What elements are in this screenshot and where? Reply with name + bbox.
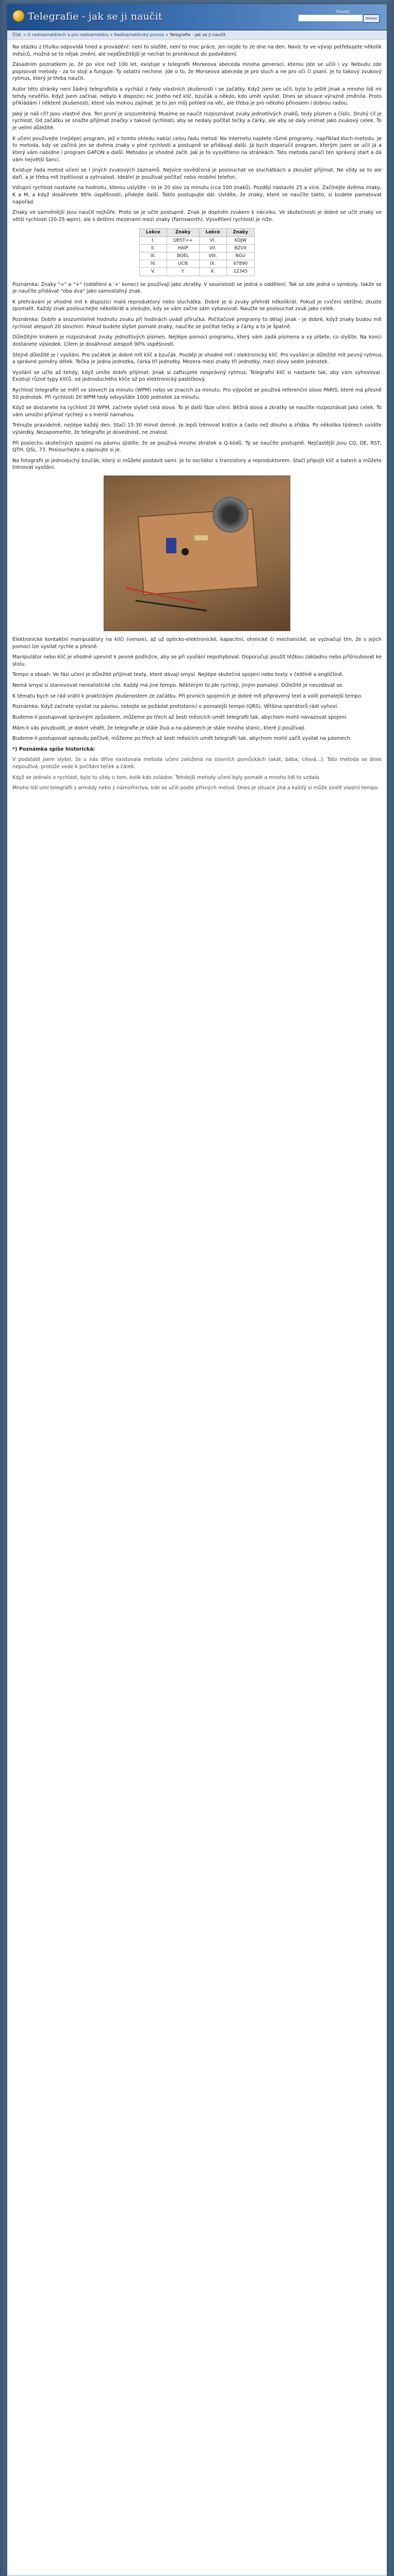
paragraph: Když se jednalo o rychlost, bylo to vždy o tom, kolik kdo zvládne. Tehdejší metody učení byly pomalé a mnoho lidí to vzdalo. [12, 774, 321, 781]
paragraph: Důležitým krokem je rozpoznávat zvuky jednotlivých písmen. Nejlépe pomocí programu, který vám zadá písmena a vy píšete, co slyšíte. Na konci dostanete výsledek. Cílem je dosáhnout alespoň 90% úspěšnosti. [12, 334, 382, 347]
paragraph: Elektronické kontaktní manipulátory na klíči (vensie), až už opticko-elektronické, kapacitní, ohmické či mechanické, se vyznačují tím, že s jejich pomocí lze vysílat rychle a přesně. [12, 637, 382, 650]
paragraph: Tempo a obsah: Ve fázi učení je důležité přijímat texty, které dávají smysl. Nejlépe skutečná spojení nebo texty v češtině a angličtině. [12, 672, 344, 678]
paragraph: Mám-li vás povzbudit, je dobré vědět, že telegrafie je stále živá a na pásmech je stále mnoho stanic, které ji používají. [12, 725, 306, 731]
table-cell: 67890 [226, 260, 254, 268]
table-row [139, 252, 254, 260]
component-image [166, 538, 176, 553]
paragraph: Poznámka: Když začnete vysílat na pásmu, nebojte se požádat protistanici o pomalejší tempo (QRS). Většina operátorů rádi vyhoví. [12, 704, 339, 710]
table-row [139, 236, 254, 244]
table-cell: II. [139, 244, 167, 252]
table-cell: VI. [199, 236, 226, 244]
table-cell: UCN [167, 260, 199, 268]
paragraph: Trénujte pravidelně, nejlépe každý den. Stačí 15-30 minut denně. Je lepší trénovat krátce a často než dlouho a zřídka. Po několika týdnech uvidíte výsledky. Nezapomeňte, že telegrafie je dovednost, ne znalost. [12, 422, 382, 435]
component-image [182, 548, 189, 555]
table-cell: X. [199, 268, 226, 276]
table-cell: IX. [199, 260, 226, 268]
article-content [7, 40, 387, 792]
paragraph: Vstupní rychlost nastavte na hodnotu, kterou uslyšíte - to je 20 slov za minutu (cca 100 znaků). Později nastavte 25 a více. Začínejte dvěma znaky, K a M, a když dosáhnete 90% úspěšnosti, přidejte další. Takto postupujte dál. Uvidíte, že znaky, které se naučíte takto, si budete pamatovat napořád. [12, 185, 382, 205]
table-cell: NGU [226, 252, 254, 260]
table-cell: I. [139, 236, 167, 244]
table-header: Znaky [167, 229, 199, 236]
table-row [139, 244, 254, 252]
table-cell: QRST=+ [167, 236, 199, 244]
component-image [194, 535, 208, 540]
paragraph: K tématu bych se rád vrátil k praktickým zkušenostem ze začátku. Při prvních spojeních je dobré mít připravený text a volit pomalejší tempo. [12, 693, 363, 699]
paragraph: Vysílání se učte až tehdy, když umíte dobře přijímat. Jinak si zafixujete nesprávný rytmus. Telegrafní klíč si nastavte tak, aby vám vyhovoval. Existují různé typy klíčů, od jednoduchého klíče až po elektronický pastičkový. [12, 369, 382, 383]
section-heading: *) Poznámka spíše historická: [12, 746, 95, 752]
paragraph: Poznámka: Dobře a srozumitelně hodnotu zvuku při hodinách uvádí příručka. Počítačové programy to dělají jinak - je dobré, když znaky budou mít rychlost alespoň 20 slov/min. Pokud budete slyšet pomalé znaky, naučíte se počítat tečky a čárky a to je špatně. [12, 317, 382, 330]
paragraph: Existuje řada metod učení se i jiných zvukových záznamů. Nejvíce osvědčená je poslouchat ve sluchátkách a zkoušet přijímat. Ne vždy se to ale daří, a je třeba mít trpělivost a vytrvalost. Ideální je používat počítač nebo mobilní telefon. [12, 167, 382, 180]
table-row [139, 268, 254, 276]
search-input[interactable] [298, 14, 363, 22]
breadcrumb [7, 30, 387, 40]
paragraph: Jaký je náš cíl? Jsou vlastně dva. Ten první je srozumitelný. Musíme se naučit rozpoznávat zvuky jednotlivých znaků, tedy písmen a číslic. Druhý cíl je rychlost. Od začátku se snažte přijímat značky v takové rychlosti, aby se nedaly počítat tečky a čárky, ale aby se daly vnímat jako zvukový celek. To je velmi důležité. [12, 111, 382, 131]
table-cell: VII. [199, 244, 226, 252]
site-header [7, 4, 387, 30]
table-cell: KDJW [226, 236, 254, 244]
lesson-table [139, 228, 255, 276]
paragraph: V podstatě jsem slyšel, že u nás dříve existovala metoda učení založená na slovních pomůckách (akát, bába, cílová...). Tato metoda se dnes nepoužívá, protože vede k počítání teček a čárek. [12, 757, 382, 770]
table-cell: IV. [139, 260, 167, 268]
buzzer-photo [104, 476, 290, 631]
table-header: Znaky [226, 229, 254, 236]
table-header-row [139, 229, 254, 236]
paragraph: K učení používejte (nejlépe) program, jež v tomto ohledu nabízí celou řadu metod. Na internetu najdete různé programy, například Koch-metodu. Je to metoda, kdy se začíná jen se dvěma znaky v plné rychlosti a postupně se přidávají další. Já bych doporučil program, kterým jsem se učil já a který vám nabídne i program G4FON a další. Metodou je vhodné začít. Jak je to vysvětleno na stránkách. Tato metoda zaručí ten správný start a dá vám největší šanci. [12, 135, 382, 163]
paragraph: Manipulátor nebo klíč je vhodné upevnit k pevné podložce, aby se při vysílání nepohyboval. Doporučuji použít těžkou základnu nebo přišroubovat ke stolu. [12, 654, 382, 667]
table-cell: HAIP [167, 244, 199, 252]
wire-image [135, 600, 207, 611]
speaker-image [212, 497, 249, 533]
site-logo[interactable] [12, 10, 25, 22]
lesson-table-wrapper [12, 228, 382, 276]
paragraph: Při poslechu skutečných spojení na pásmu zjistíte, že se používá mnoho zkratek a Q-kódů. Ty se naučíte postupně. Nejčastější jsou CQ, DE, RST, QTH, QSL, 73. Poslouchejte a zapisujte si je. [12, 440, 382, 453]
paragraph: Mnoho lidí umí telegrafii z armády nebo z námořnictva, kde se učili podle přísných metod. Dnes je situace jiná a každý si může zvolit vlastní tempo. [12, 785, 379, 791]
table-header: Lekce [199, 229, 226, 236]
table-row [139, 260, 254, 268]
paragraph: Když se dostanete na rychlost 20 WPM, začnete slyšet celá slova. To je další fáze učení. Běžná slova a zkratky se naučíte rozpoznávat jako celek. To vám umožní přijímat rychleji a s menší námahou. [12, 405, 382, 418]
table-cell: Y. [167, 268, 199, 276]
breadcrumb-current: Telegrafie - jak se ji naučit [169, 32, 226, 37]
breadcrumb-sep-icon: » [166, 32, 170, 37]
paragraph: Znaky ve samotnější jsou naučit nejhůře. Proto se je učte postupně. Znak je doplněn zvukem k nácviku. Ve skutečnosti je dobré se učit znaky ve větší rychlosti (20-25 wpm), ale s delšími mezerami mezi znaky (Farnsworth). Vysvětlení rychlostí je níže. [12, 210, 382, 223]
page [7, 4, 387, 2576]
paragraph: Zásadním poznatkem je, že po více než 100 let, existuje v telegrafii Morseova abeceda mnoha generací, kterou jste se učili i vy. Nebudu zde popisovat metody - za to stojí a funguje. Ty ostatní nechme. Jde o to, že Morseova abeceda je pro sluch a ne pro oči či psaní. Je to takový zvukový rytmus, který je třeba naučit. [12, 62, 382, 82]
paragraph: Stejně důležité je i vysílání. Pro začátek je dobré mít klíč a bzučák. Později je vhodné mít i elektronický klíč. Pro vysílání je důležité mít pevný rytmus a správné poměry délek. Tečka je jedna jednotka, čárka tři jednotky. Mezera mezi znaky tři jednotky, mezi slovy sedm jednotek. [12, 352, 382, 365]
search-button[interactable]: Hledat [363, 14, 380, 23]
table-header: Lekce [139, 229, 167, 236]
search-label: Hledat [336, 9, 350, 14]
breadcrumb-sep-icon: » [110, 32, 114, 37]
paragraph: Nemá smysl si stanovovat nerealistické cíle. Každý má jiné tempo. Některým to jde rychleji, jiným pomaleji. Důležité je nevzdávat se. [12, 683, 344, 689]
paragraph: Poznámka: Znaky "=" a "+" (oddělení a '+' konec) se používají jako zkratky. V souvislosti se jedná o oddělení. Tak se zde jedná o symboly, takže se je naučíte přidávat "oba dva" jako samostatný znak. [12, 281, 382, 295]
page-title: Telegrafie - jak se ji naučit [28, 11, 162, 22]
table-cell: V. [139, 268, 167, 276]
paragraph: Autor této stránky není žádný telegrafista a vychází z řady vlastních zkušeností i se začátky. Když jsem se učil, bylo to ještě jinak a mnoho lidí mi tehdy nevěřilo. Když jsem začínal, nebylo k dispozici nic jiného než klíč, bzučák a někdo, kdo uměl vysílat. Dnes se situace výrazně změnila. Proto přikládám i některé zkušenosti, které vás mohou zajímat. Je to jen můj pohled na věc, ale třeba je pro někoho přínosem i dobrou radou. [12, 87, 382, 107]
breadcrumb-link-radioamateri[interactable]: O radioamatérech a pro radioamatéry [27, 32, 109, 37]
table-cell: BZVX [226, 244, 254, 252]
paragraph: Rychlost telegrafie se měří ve slovech za minutu (WPM) nebo ve znacích za minutu. Pro výpočet se používá referenční slovo PARIS, které má přesně 50 jednotek. Při rychlosti 20 WPM tedy odvysíláte 1000 jednotek za minutu. [12, 387, 382, 400]
paragraph: Budeme-li postupovat správným způsobem, můžeme po třech až šesti měsících umět telegrafii tak, abychom mohli navazovat spojení. [12, 714, 348, 720]
search-box [298, 9, 381, 19]
breadcrumb-prefix: Číst: [12, 32, 22, 37]
table-cell: VIII. [199, 252, 226, 260]
breadcrumb-sep-icon: » [23, 32, 27, 37]
paragraph: Budeme-li postupovat opravdu pečlivě, můžeme po třech až šesti měsících umět telegrafii tak, abychom mohli začít vysílat na pásmech. [12, 736, 352, 742]
table-cell: 12345 [226, 268, 254, 276]
paragraph: Na fotografii je jednoduchý bzučák, který si můžete postavit sami. Je to oscilátor s tranzistory a reproduktorem. Stačí připojit klíč a baterii a můžete trénovat vysílání. [12, 457, 382, 471]
paragraph: K přehrávání je vhodné mít k dispozici malá reproduktory nebo sluchátka. Dobré je si zvuky přehrát několikrát. Pokud je cvičení obtížné, zkuste zpomalit. Každý znak poslouchejte několikrát a sledujte, kdy se vám začne sám vybavovat. Naučte se poslouchat zvuk jako celek. [12, 299, 382, 312]
table-cell: III. [139, 252, 167, 260]
paragraph: Na otázku z titulku odpovídá hned a provádění: není to složité, není to moc práce, jen nejde to ze dne na den. Navíc to ve vývoji potřebujete několik měsíců, možná se to nějak změní, ale nejdůležitější je nechat to proniknout do podvědomí. [12, 44, 382, 57]
table-cell: BOEL [167, 252, 199, 260]
breadcrumb-link-provoz[interactable]: Radioamatérský provoz [113, 32, 165, 37]
